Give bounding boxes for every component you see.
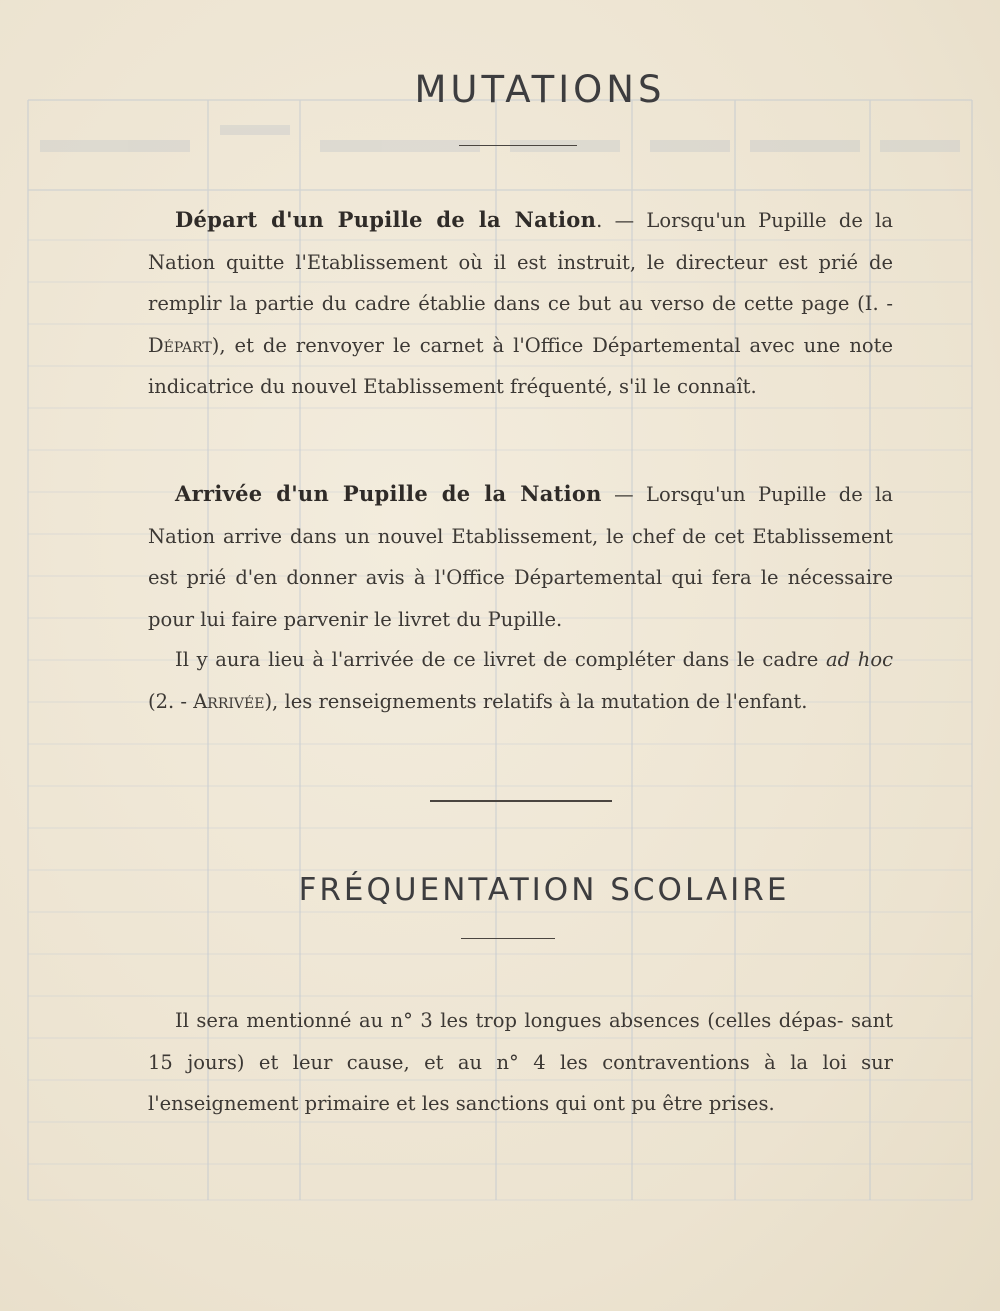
livret-reference: Arrivée	[193, 689, 265, 713]
frequentation-title: FRÉQUENTATION SCOLAIRE	[298, 872, 790, 908]
depart-reference: Départ	[148, 333, 212, 357]
depart-heading: Départ d'un Pupille de la Nation	[175, 207, 597, 232]
livret-text-3: ), les renseignements relatifs à la mutation de l'enfant.	[264, 689, 808, 713]
title-divider	[459, 145, 577, 146]
frequentation-divider	[461, 938, 555, 939]
frequentation-paragraph	[148, 1000, 893, 1125]
arrivee-text: — Lorsqu'un Pupille de la Nation arrive dans un nouvel Etablissement, le chef de cet Etablissement est prié d'en donner avis à l'Office Départemental qui fera le nécessaire pour lui faire parvenir le livret du Pupille.	[148, 483, 893, 631]
depart-text-1: . — Lorsqu'un Pupille de la Nation quitte l'Etablissement où il est instruit, le directeur est prié de remplir la partie du cadre établie dans ce but au verso de cette page (I. -	[148, 209, 893, 316]
livret-paragraph	[148, 639, 893, 722]
frequentation-text: Il sera mentionné au n° 3 les trop longues absences (celles dépas- sant 15 jours) et leur cause, et au n° 4 les contraventions à la loi sur l'enseignement primaire et les sanctions qui ont pu être prises.	[148, 1009, 893, 1116]
arrivee-paragraph	[148, 473, 893, 640]
arrivee-heading: Arrivée d'un Pupille de la Nation	[175, 481, 602, 506]
depart-paragraph	[148, 199, 893, 408]
depart-text-2: ), et de renvoyer le carnet à l'Office Départemental avec une note indicatrice du nouvel Etablissement fréquenté, s'il le connaît.	[148, 333, 893, 399]
livret-italic: ad hoc	[826, 648, 893, 671]
livret-text-2: (2. -	[148, 689, 194, 713]
mutations-title: MUTATIONS	[414, 68, 666, 111]
section-divider	[430, 800, 612, 802]
livret-text-1: Il y aura lieu à l'arrivée de ce livret de compléter dans le cadre	[175, 648, 826, 671]
